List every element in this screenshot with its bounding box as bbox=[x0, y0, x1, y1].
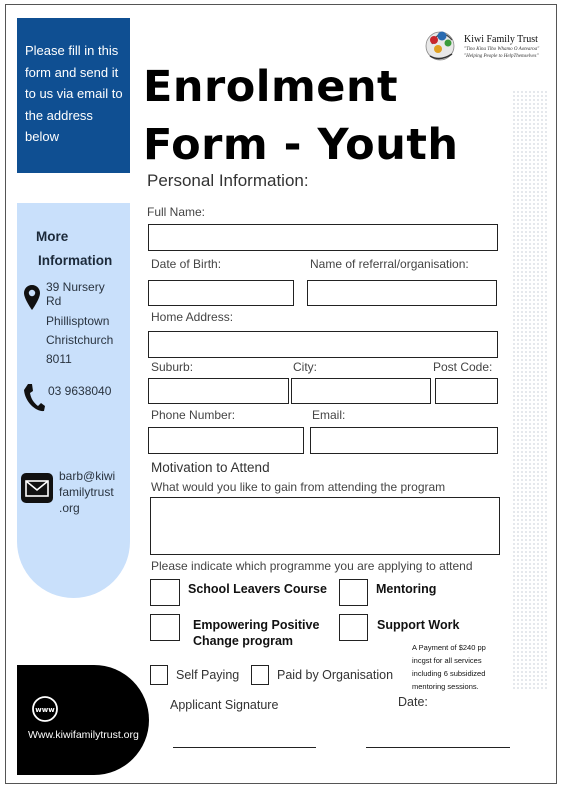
full-name-field[interactable] bbox=[148, 224, 498, 251]
self-paying-label: Self Paying bbox=[176, 668, 240, 682]
title-line-1: Enrolment bbox=[143, 62, 399, 112]
school-leavers-checkbox[interactable] bbox=[150, 579, 180, 606]
phone-field[interactable] bbox=[148, 427, 304, 454]
address-line-1: 39 Nursery bbox=[46, 280, 105, 294]
paid-by-org-checkbox[interactable] bbox=[251, 665, 269, 685]
suburb-field[interactable] bbox=[148, 378, 289, 404]
instruction-text: Please fill in this form and send it to us via email to the address below bbox=[25, 43, 123, 144]
mentoring-checkbox[interactable] bbox=[339, 579, 368, 606]
address-line-5: 8011 bbox=[46, 352, 72, 366]
section-title: Personal Information: bbox=[147, 171, 309, 190]
website-url[interactable]: Www.kiwifamilytrust.org bbox=[28, 729, 139, 741]
mentoring-label: Mentoring bbox=[376, 582, 437, 596]
phone-label: Phone Number: bbox=[151, 408, 236, 422]
payment-note-line-4: mentoring sessions. bbox=[412, 682, 479, 691]
referral-label: Name of referral/organisation: bbox=[310, 257, 469, 271]
decorative-dot-pattern bbox=[512, 90, 548, 690]
address-line-4: Christchurch bbox=[46, 333, 114, 347]
logo-tagline-2: "Helping People to HelpThemselves" bbox=[464, 54, 539, 59]
dob-field[interactable] bbox=[148, 280, 294, 306]
home-address-label: Home Address: bbox=[151, 310, 234, 324]
city-field[interactable] bbox=[291, 378, 431, 404]
self-paying-checkbox[interactable] bbox=[150, 665, 168, 685]
post-code-label: Post Code: bbox=[433, 360, 493, 374]
svg-text:www: www bbox=[35, 706, 55, 714]
dob-label: Date of Birth: bbox=[151, 257, 222, 271]
motivation-title: Motivation to Attend bbox=[151, 460, 270, 475]
address-line-2: Rd bbox=[46, 294, 62, 308]
page-title bbox=[143, 58, 458, 174]
payment-note bbox=[412, 641, 486, 693]
location-pin-icon bbox=[23, 284, 41, 317]
payment-note-line-3: including 6 subsidized bbox=[412, 669, 486, 678]
signature-line[interactable] bbox=[173, 747, 316, 748]
empowering-label-2: Change program bbox=[193, 634, 294, 648]
payment-note-line-1: A Payment of $240 pp bbox=[412, 643, 486, 652]
address-line-3: Phillisptown bbox=[46, 314, 110, 328]
logo-name: Kiwi Family Trust bbox=[464, 34, 538, 45]
support-work-checkbox[interactable] bbox=[339, 614, 368, 641]
paid-by-org-label: Paid by Organisation bbox=[277, 668, 394, 682]
support-work-label: Support Work bbox=[377, 618, 460, 632]
email-label: Email: bbox=[312, 408, 346, 422]
home-address-field[interactable] bbox=[148, 331, 498, 358]
more-information-heading bbox=[36, 225, 126, 273]
date-line[interactable] bbox=[366, 747, 510, 748]
email-line-3: .org bbox=[59, 501, 80, 515]
city-label: City: bbox=[293, 360, 317, 374]
email-field[interactable] bbox=[310, 427, 498, 454]
full-name-label: Full Name: bbox=[147, 205, 206, 219]
post-code-field[interactable] bbox=[435, 378, 498, 404]
payment-note-line-2: incgst for all services bbox=[412, 656, 482, 665]
instruction-box bbox=[17, 18, 130, 173]
email-line-2: familytrust bbox=[59, 485, 114, 499]
programme-prompt: Please indicate which programme you are applying to attend bbox=[151, 559, 473, 573]
empowering-label-1: Empowering Positive bbox=[193, 618, 320, 632]
phone-icon bbox=[22, 382, 46, 419]
motivation-textarea[interactable] bbox=[150, 497, 500, 555]
more-heading-line-2: Information bbox=[38, 253, 113, 268]
empowering-checkbox[interactable] bbox=[150, 614, 180, 641]
email-line-1: barb@kiwi bbox=[59, 469, 116, 483]
globe-www-icon bbox=[31, 695, 59, 728]
logo-tagline-1: "Tino Kina Tiho Whamo O Aotearoa" bbox=[464, 47, 540, 52]
email-icon bbox=[21, 473, 53, 508]
school-leavers-label: School Leavers Course bbox=[188, 582, 327, 596]
signature-label: Applicant Signature bbox=[170, 698, 279, 712]
title-line-2: Form - Youth bbox=[143, 120, 459, 170]
more-heading-line-1: More bbox=[36, 229, 69, 244]
referral-field[interactable] bbox=[307, 280, 497, 306]
phone-number: 03 9638040 bbox=[48, 384, 112, 398]
suburb-label: Suburb: bbox=[151, 360, 194, 374]
date-label: Date: bbox=[398, 695, 428, 709]
motivation-question: What would you like to gain from attending the program bbox=[151, 480, 446, 494]
